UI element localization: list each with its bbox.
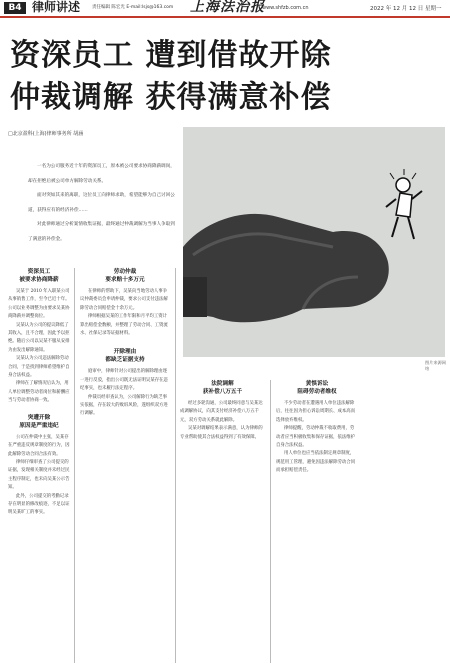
- issue-date: 2022 年 12 月 12 日 星期一: [370, 6, 442, 12]
- headline-line-1: 资深员工 遭到借故开除: [10, 38, 332, 73]
- page-code-badge: B4: [4, 2, 26, 14]
- column-heading: 法院调解 获补偿八万五千: [202, 381, 243, 395]
- article-column-4: [276, 380, 358, 476]
- column-divider: [175, 268, 176, 663]
- body-paragraph: 用人单位也应当依法制定规章制度，规范用工管理，避免因违法解除劳动合同而承担赔偿责任。: [276, 451, 356, 474]
- body-paragraph: 律师仔细审查了公司提交的证据，发现相关制度并未经过民主程序制定，也未向吴某公示告知。: [8, 459, 70, 491]
- body-paragraph: 吴某认为公司违法解除劳动合同，于是找到律师希望维护自身合法权益。: [8, 356, 70, 379]
- column-heading: 劳动仲裁 要求赔十多万元: [105, 269, 145, 283]
- column-heading: 突遭开除 原因是严重违纪: [19, 414, 59, 429]
- article-column-3: [180, 380, 265, 442]
- body-paragraph: 经过多轮沟通，公司最终同意与吴某达成调解协议，向其支付经济补偿八万五千元，双方劳动关系就此解除。: [180, 401, 263, 423]
- body-paragraph: 庭审中，律师针对公司提出的解除理由逐一进行反驳，指出公司既无法证明吴某存在违纪事实，也未履行法定程序。: [80, 369, 168, 392]
- body-paragraph: 吴某于 2010 年入职某公司从事销售工作，至今已近十年。公司以业务调整为由要求吴某协商降薪并调整岗位。: [8, 289, 70, 320]
- website-url: www.shfzb.com.cn: [262, 5, 309, 11]
- body-paragraph: 律师根据吴某的工作年限和月平均工资计算出赔偿金数额，并整理了劳动合同、工资流水、社保记录等证据材料。: [80, 314, 168, 337]
- person-icon: [386, 169, 422, 239]
- column-heading: 资深员工 被要求协商降薪: [19, 269, 59, 283]
- intro-paragraph: 一名为公司服务近十年的资深员工，原本被公司要求协商降薪调岗，却在拒绝后被公司单方解除劳动关系。: [28, 164, 175, 184]
- newspaper-logo: 上海法治报: [190, 0, 265, 15]
- byline: □北京盈科(上海)律师事务所 胡涵: [8, 131, 84, 137]
- body-paragraph: 律师提醒，劳动仲裁不收取费用，劳动者应当积极收集和保存证据，依法维护自身合法权益。: [276, 426, 356, 449]
- section-title: 律师讲述: [32, 0, 81, 14]
- column-divider: [74, 268, 75, 663]
- body-paragraph: 吴某认为公司的提议降低了其收入，且不合理，因此予以拒绝。随后公司以吴某不服从安排为由发出解除通知。: [8, 322, 70, 353]
- intro-paragraph: 面对突如其来的离职，这位员工向律师求助，希望能够为自己讨回公道，获得应有的经济补偿……: [28, 193, 175, 213]
- intro-paragraph: 对此律师通过分析案情收集证据，最终通过仲裁调解为当事人争取到了满意的补偿金。: [28, 222, 175, 242]
- page-header: [0, 0, 450, 15]
- image-credit: 图片来源网络: [425, 360, 446, 371]
- body-paragraph: 仲裁员经审查认为，公司解除行为缺乏事实依据，存在较大的败诉风险，遂组织双方进行调解。: [80, 394, 168, 417]
- body-paragraph: 在律师的帮助下，吴某向当地劳动人事争议仲裁委员会申请仲裁，要求公司支付违法解除劳动合同赔偿金十余万元。: [80, 289, 168, 311]
- article-intro: [28, 160, 178, 247]
- article-column-1: [8, 268, 70, 518]
- body-paragraph: 公司在仲裁中主张，吴某存在严重违反规章制度的行为，因此解除劳动合同合法有效。: [8, 434, 70, 457]
- column-divider: [270, 380, 271, 663]
- headline-line-2: 仲裁调解 获得满意补偿: [10, 80, 332, 115]
- column-heading: 黄惧诉讼 阻碍劳动者维权: [297, 381, 337, 395]
- article-illustration: [183, 127, 445, 357]
- boxing-glove-icon: [183, 127, 445, 357]
- editor-info: 责任编辑 陈宏光 E-mail:lsjs@163.com: [92, 5, 174, 10]
- column-heading: 开除理由 都缺乏证据支持: [105, 349, 145, 364]
- header-divider: [0, 16, 450, 18]
- body-paragraph: 不少劳动者在遭遇用人单位违法解除后，往往因为担心诉讼周期长、成本高而选择放弃维权。: [276, 401, 356, 423]
- body-paragraph: 律师在了解情况后认为，用人单位调整劳动者岗位和薪酬应当与劳动者协商一致。: [8, 381, 70, 404]
- article-column-2: [80, 268, 170, 419]
- body-paragraph: 此外，公司提交的考勤记录存在明显的修改痕迹，不足以证明吴某旷工的事实。: [8, 493, 70, 516]
- body-paragraph: 吴某对调解结果表示满意，认为律师的专业帮助使其合法权益得到了有效保障。: [180, 426, 263, 440]
